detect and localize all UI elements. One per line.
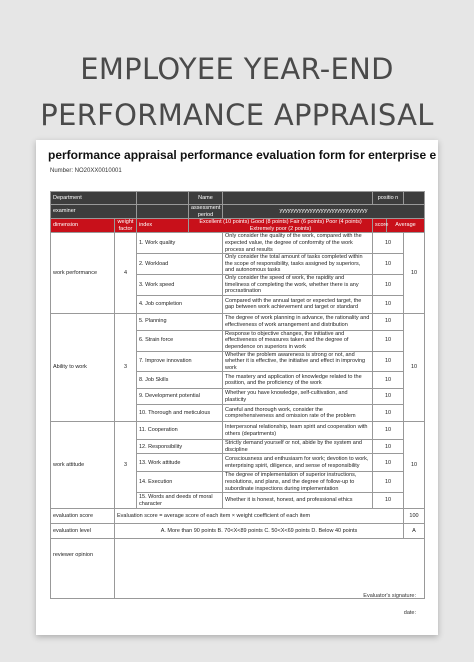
description-cell: Interpersonal relationship, team spirit and cooperation with others (departments) [223, 422, 373, 440]
average-cell: 10 [404, 233, 425, 313]
score-cell[interactable]: 10 [373, 351, 404, 372]
weight-cell: 4 [115, 233, 137, 313]
description-cell: Only consider the quality of the work, compared with the expected value, the degree of conformity of the work process and results [223, 233, 373, 254]
score-cell[interactable]: 10 [373, 372, 404, 389]
period-label: assessment period [189, 205, 223, 219]
index-cell: 10. Thorough and meticulous [137, 405, 223, 422]
score-cell[interactable]: 10 [373, 274, 404, 295]
index-cell: 9. Development potential [137, 389, 223, 405]
description-cell: Whether it is honest, honest, and professional ethics [223, 493, 373, 509]
index-cell: 4. Job completion [137, 295, 223, 313]
index-cell: 13. Work attitude [137, 454, 223, 472]
form-title: performance appraisal performance evaluation form for enterprise e [48, 148, 437, 162]
table-header-row [51, 219, 425, 233]
index-cell: 1. Work quality [137, 233, 223, 254]
table-row [51, 233, 425, 254]
weight-cell: 3 [115, 422, 137, 509]
evaluation-level-label: evaluation level [51, 524, 115, 539]
reviewer-opinion-row [51, 539, 425, 599]
index-header: index [137, 219, 189, 233]
weight-cell: 3 [115, 313, 137, 422]
average-header: Average [387, 219, 425, 233]
description-cell: Strictly demand yourself or not, abide by the system and discipline [223, 440, 373, 454]
score-cell[interactable]: 10 [373, 422, 404, 440]
score-cell[interactable]: 10 [373, 493, 404, 509]
index-cell: 14. Execution [137, 472, 223, 493]
headline-line-1: EMPLOYEE YEAR-END [80, 52, 394, 86]
weight-header: weight factor [115, 219, 137, 233]
average-cell: 10 [404, 422, 425, 509]
index-cell: 11. Cooperation [137, 422, 223, 440]
description-cell: Only consider the total amount of tasks completed within the scope of responsibility, tasks assigned by superiors, and autonomous tasks [223, 254, 373, 275]
score-cell[interactable]: 10 [373, 313, 404, 330]
evaluation-level-value[interactable]: A [404, 524, 425, 539]
average-cell: 10 [404, 313, 425, 422]
examiner-label: examiner [51, 205, 137, 219]
index-cell: 5. Planning [137, 313, 223, 330]
score-cell[interactable]: 10 [373, 454, 404, 472]
examiner-value[interactable] [137, 205, 189, 219]
index-cell: 12. Responsibility [137, 440, 223, 454]
headline-line-2: PERFORMANCE APPRAISAL [40, 98, 434, 132]
description-cell: The degree of work planning in advance, the rationality and effectiveness of work arrangement and distribution [223, 313, 373, 330]
description-cell: Careful and thorough work, consider the comprehensiveness and omission rate of the problem [223, 405, 373, 422]
description-cell: Only consider the speed of work, the rapidity and timeliness of completing the work, whether there is any procrastination [223, 274, 373, 295]
info-row-examiner [51, 205, 425, 219]
score-cell[interactable]: 10 [373, 330, 404, 351]
description-cell: Whether you have knowledge, self-cultivation, and plasticity [223, 389, 373, 405]
position-label: positio n [373, 192, 404, 205]
score-cell[interactable]: 10 [373, 233, 404, 254]
description-cell: The degree of implementation of superior instructions, resolutions, and plans, and the degree of follow-up to subordinate inspections during implementation [223, 472, 373, 493]
table-row [51, 422, 425, 440]
date-label: date: [403, 610, 416, 616]
position-value[interactable] [404, 192, 425, 205]
page-headline [0, 46, 474, 138]
evaluation-score-value[interactable]: 100 [404, 509, 425, 524]
appraisal-form-sheet [36, 140, 438, 635]
appraisal-table [50, 191, 425, 599]
score-cell[interactable]: 10 [373, 295, 404, 313]
score-cell[interactable]: 10 [373, 254, 404, 275]
index-cell: 2. Workload [137, 254, 223, 275]
evaluation-level-options: A. More than 90 points B. 70<X<89 points C. 50<X<69 points D. Below 40 points [115, 524, 404, 539]
info-row-department [51, 192, 425, 205]
evaluation-score-label: evaluation score [51, 509, 115, 524]
evaluator-signature-label: Evaluator's signature: [363, 593, 416, 599]
description-cell: Response to objective changes, the initiative and effectiveness of measures taken and the degree of dependence on superiors in work [223, 330, 373, 351]
index-cell: 7. Improve innovation [137, 351, 223, 372]
evaluation-score-formula: Evaluation score = average score of each item × weight coefficient of each item [115, 509, 404, 524]
description-cell: Whether the problem awareness is strong or not, and whether it is effective, the initiative and effect in improving work [223, 351, 373, 372]
name-label: Name [189, 192, 223, 205]
score-cell[interactable]: 10 [373, 472, 404, 493]
name-value[interactable] [223, 192, 373, 205]
index-cell: 6. Strain force [137, 330, 223, 351]
dimension-cell: Ability to work [51, 313, 115, 422]
reviewer-opinion-label: reviewer opinion [51, 539, 115, 599]
reviewer-opinion-field[interactable] [115, 539, 425, 599]
score-header: score [373, 219, 387, 233]
score-cell[interactable]: 10 [373, 389, 404, 405]
description-cell: Compared with the annual target or expected target, the gap between work achievement and target or standard [223, 295, 373, 313]
grades-header: Excellent (10 points) Good (8 points) Fair (6 points) Poor (4 points) Extremely poor (2 points) [189, 219, 373, 233]
index-cell: 3. Work speed [137, 274, 223, 295]
dimension-cell: work attitude [51, 422, 115, 509]
table-row [51, 313, 425, 330]
evaluation-level-row [51, 524, 425, 539]
dimension-cell: work performance [51, 233, 115, 313]
score-cell[interactable]: 10 [373, 440, 404, 454]
evaluation-score-row [51, 509, 425, 524]
description-cell: The mastery and application of knowledge related to the position, and the proficiency of the work [223, 372, 373, 389]
form-number: Number: NO20XX0010001 [50, 168, 122, 174]
period-value[interactable]: yyyyyyyyyyyyyyyyyyyyyyyyyyyyyyyy [223, 205, 425, 219]
index-cell: 15. Words and deeds of moral character [137, 493, 223, 509]
department-label: Department [51, 192, 137, 205]
department-value[interactable] [137, 192, 189, 205]
index-cell: 8. Job Skills [137, 372, 223, 389]
dimension-header: dimension [51, 219, 115, 233]
description-cell: Consciousness and enthusiasm for work; devotion to work, enterprising spirit, diligence, and sense of responsibility [223, 454, 373, 472]
score-cell[interactable]: 10 [373, 405, 404, 422]
